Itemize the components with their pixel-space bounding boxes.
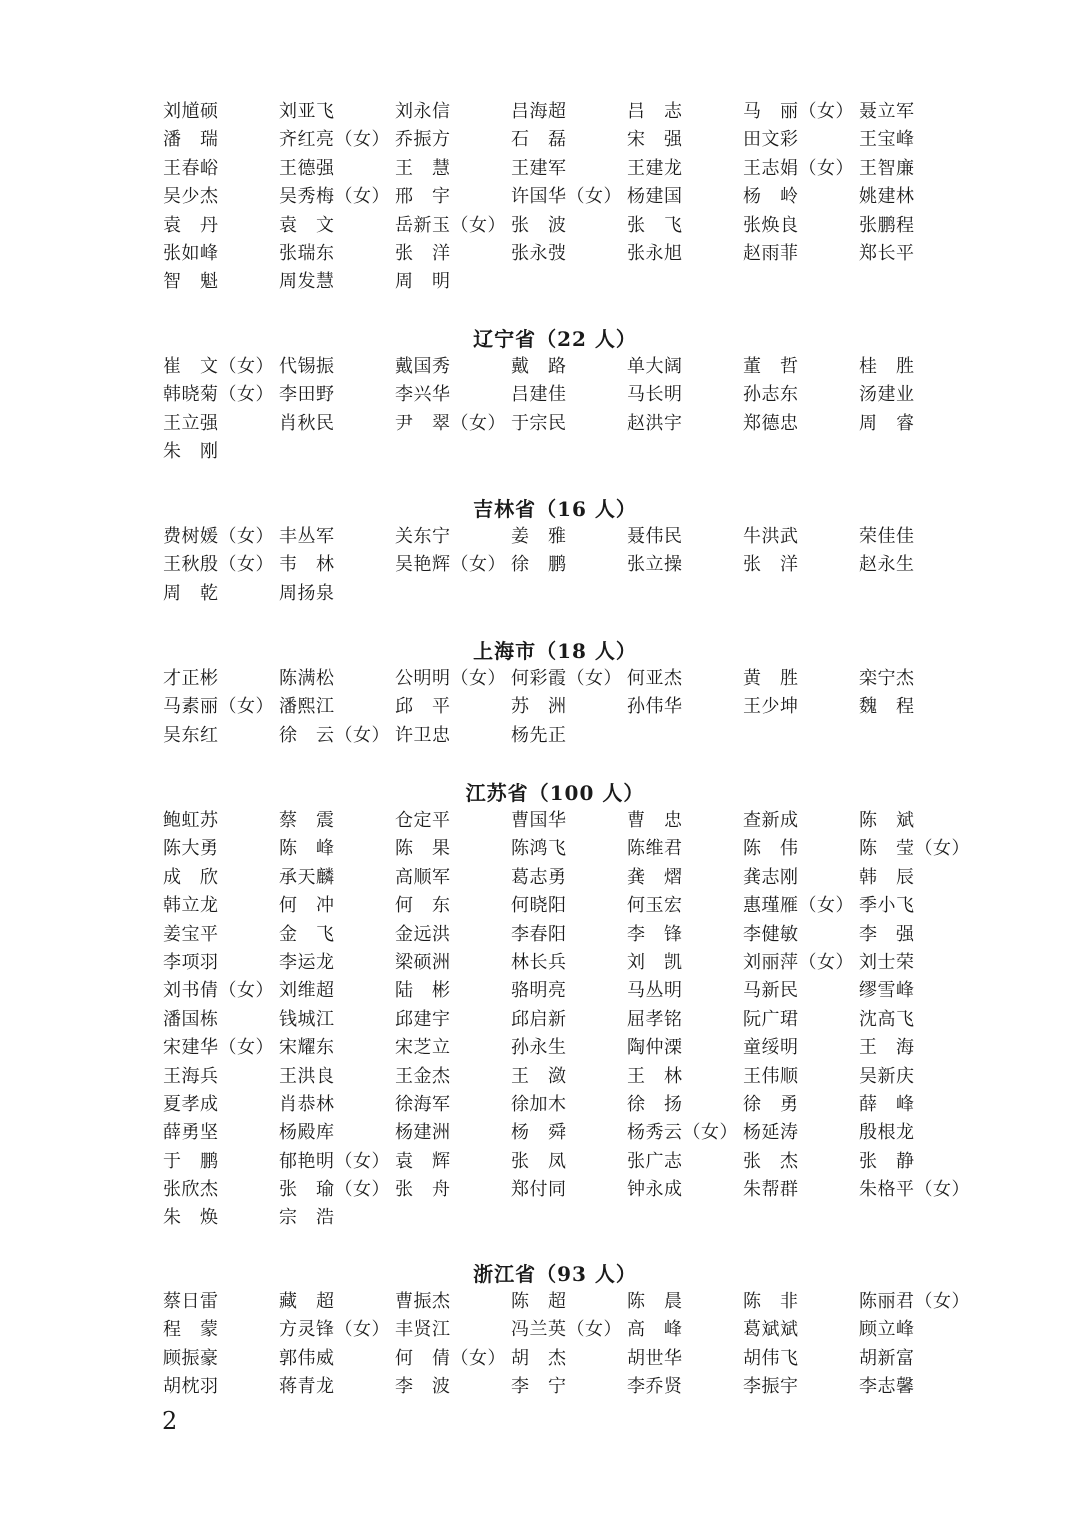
name-entry: 魏 程 xyxy=(859,696,915,718)
name-entry: 杨 岭 xyxy=(743,186,799,208)
name-entry: 王秋殷（女） xyxy=(163,554,274,576)
name-entry: 张瑞东 xyxy=(279,242,335,264)
name-entry: 胡伟飞 xyxy=(743,1347,799,1369)
section-title-zhejiang: 浙江省（93 人） xyxy=(473,1262,637,1286)
name-entry: 孙伟华 xyxy=(627,696,683,718)
name-entry: 刘维超 xyxy=(279,980,335,1002)
name-entry: 周 乾 xyxy=(163,582,219,604)
name-entry: 郑德忠 xyxy=(743,412,799,434)
name-entry: 邱建宇 xyxy=(395,1008,451,1030)
name-entry: 陈 果 xyxy=(395,838,451,860)
name-entry: 刘馗硕 xyxy=(163,101,219,122)
name-entry: 张 凤 xyxy=(511,1150,567,1172)
name-entry: 袁 辉 xyxy=(395,1150,451,1172)
name-list-jiangsu xyxy=(163,807,983,1233)
name-entry: 韩 辰 xyxy=(859,866,915,888)
name-entry: 桂 胜 xyxy=(859,356,915,377)
name-entry: 牛洪武 xyxy=(743,526,799,547)
name-entry: 崔 文（女） xyxy=(163,356,274,377)
name-entry: 缪雪峰 xyxy=(859,980,915,1002)
name-entry: 曹 忠 xyxy=(627,810,683,831)
name-entry: 何 东 xyxy=(395,895,451,917)
name-entry: 陈 伟 xyxy=(743,838,799,860)
name-entry: 尹 翠（女） xyxy=(395,412,506,434)
name-entry: 吴艳辉（女） xyxy=(395,554,506,576)
name-entry: 葛志勇 xyxy=(511,866,567,888)
name-entry: 王金杰 xyxy=(395,1065,451,1087)
name-entry: 李振宇 xyxy=(743,1376,799,1398)
name-entry: 王德强 xyxy=(279,157,335,179)
name-entry: 承天麟 xyxy=(279,866,335,888)
name-entry: 董 哲 xyxy=(743,356,799,377)
name-entry: 李 宁 xyxy=(511,1376,567,1398)
name-entry: 周扬泉 xyxy=(279,582,335,604)
name-entry: 王志娟（女） xyxy=(743,157,854,179)
name-entry: 王宝峰 xyxy=(859,129,915,151)
name-entry: 方灵锋（女） xyxy=(279,1319,390,1341)
name-entry: 张立操 xyxy=(627,554,683,576)
name-entry: 戴 路 xyxy=(511,356,567,377)
name-entry: 蔡 震 xyxy=(279,810,335,831)
page-number: 2 xyxy=(162,1407,178,1435)
name-entry: 童绥明 xyxy=(743,1037,799,1059)
name-entry: 王建军 xyxy=(511,157,567,179)
name-entry: 赵雨菲 xyxy=(743,242,799,264)
name-entry: 智 魁 xyxy=(163,271,219,293)
name-entry: 陈 斌 xyxy=(859,810,915,831)
name-entry: 陈 超 xyxy=(511,1291,567,1312)
name-entry: 仓定平 xyxy=(395,810,451,831)
name-entry: 钱城江 xyxy=(279,1008,335,1030)
name-entry: 杨 舜 xyxy=(511,1122,567,1144)
name-entry: 周 明 xyxy=(395,271,451,293)
name-entry: 胡新富 xyxy=(859,1347,915,1369)
name-entry: 陶仲溧 xyxy=(627,1037,683,1059)
name-entry: 周发慧 xyxy=(279,271,335,293)
name-entry: 田文彩 xyxy=(743,129,799,151)
name-list-zhejiang xyxy=(163,1288,983,1402)
name-entry: 李健敏 xyxy=(743,923,799,945)
name-list-liaoning xyxy=(163,353,983,467)
name-entry: 岳新玉（女） xyxy=(395,214,506,236)
name-entry: 朱 焕 xyxy=(163,1207,219,1229)
name-entry: 王 海 xyxy=(859,1037,915,1059)
name-entry: 龚 熠 xyxy=(627,866,683,888)
name-entry: 石 磊 xyxy=(511,129,567,151)
name-entry: 姚建林 xyxy=(859,186,915,208)
name-entry: 聂伟民 xyxy=(627,526,683,547)
name-entry: 李 波 xyxy=(395,1376,451,1398)
name-entry: 夏孝成 xyxy=(163,1093,219,1115)
name-entry: 潘国栋 xyxy=(163,1008,219,1030)
name-entry: 何晓阳 xyxy=(511,895,567,917)
name-entry: 吴秀梅（女） xyxy=(279,186,390,208)
name-entry: 陈大勇 xyxy=(163,838,219,860)
name-entry: 姜宝平 xyxy=(163,923,219,945)
name-entry: 陈满松 xyxy=(279,668,335,689)
name-entry: 藏 超 xyxy=(279,1291,335,1312)
name-entry: 马素丽（女） xyxy=(163,696,274,718)
name-entry: 李田野 xyxy=(279,384,335,406)
name-entry: 吕建佳 xyxy=(511,384,567,406)
name-entry: 陈 非 xyxy=(743,1291,799,1312)
name-entry: 顾振豪 xyxy=(163,1347,219,1369)
name-entry: 姜 雅 xyxy=(511,526,567,547)
name-entry: 郑付同 xyxy=(511,1179,567,1201)
name-entry: 查新成 xyxy=(743,810,799,831)
name-entry: 何玉宏 xyxy=(627,895,683,917)
name-entry: 孙永生 xyxy=(511,1037,567,1059)
name-entry: 张广志 xyxy=(627,1150,683,1172)
name-list-jilin xyxy=(163,523,983,608)
name-entry: 宋耀东 xyxy=(279,1037,335,1059)
name-entry: 赵永生 xyxy=(859,554,915,576)
name-entry: 宋建华（女） xyxy=(163,1037,274,1059)
name-entry: 徐海军 xyxy=(395,1093,451,1115)
name-entry: 张焕良 xyxy=(743,214,799,236)
section-title-jilin: 吉林省（16 人） xyxy=(473,497,637,521)
name-entry: 张欣杰 xyxy=(163,1179,219,1201)
name-entry: 单大阔 xyxy=(627,356,683,377)
name-entry: 才正彬 xyxy=(163,668,219,689)
name-entry: 张鹏程 xyxy=(859,214,915,236)
name-entry: 李乔贤 xyxy=(627,1376,683,1398)
name-entry: 费树媛（女） xyxy=(163,526,274,547)
name-list-shanghai xyxy=(163,665,983,750)
name-entry: 张 洋 xyxy=(743,554,799,576)
name-entry: 刘丽萍（女） xyxy=(743,951,854,973)
name-entry: 屈孝铭 xyxy=(627,1008,683,1030)
name-entry: 宗 浩 xyxy=(279,1207,335,1229)
name-entry: 陈 峰 xyxy=(279,838,335,860)
name-entry: 王海兵 xyxy=(163,1065,219,1087)
name-entry: 胡 杰 xyxy=(511,1347,567,1369)
name-entry: 宋 强 xyxy=(627,129,683,151)
name-entry: 乔振方 xyxy=(395,129,451,151)
name-entry: 邱 平 xyxy=(395,696,451,718)
name-entry: 李项羽 xyxy=(163,951,219,973)
name-entry: 韩立龙 xyxy=(163,895,219,917)
name-entry: 张永旭 xyxy=(627,242,683,264)
name-entry: 宋芝立 xyxy=(395,1037,451,1059)
name-entry: 张永弢 xyxy=(511,242,567,264)
name-entry: 朱格平（女） xyxy=(859,1179,970,1201)
name-entry: 徐 扬 xyxy=(627,1093,683,1115)
name-entry: 杨延涛 xyxy=(743,1122,799,1144)
name-entry: 荣佳佳 xyxy=(859,526,915,547)
name-entry: 张 飞 xyxy=(627,214,683,236)
name-entry: 杨建洲 xyxy=(395,1122,451,1144)
name-entry: 王少坤 xyxy=(743,696,799,718)
name-entry: 陈丽君（女） xyxy=(859,1291,970,1312)
name-entry: 潘熙江 xyxy=(279,696,335,718)
name-entry: 马长明 xyxy=(627,384,683,406)
name-entry: 吕 志 xyxy=(627,101,683,122)
name-entry: 王春峪 xyxy=(163,157,219,179)
name-entry: 鲍虹苏 xyxy=(163,810,219,831)
name-entry: 张 波 xyxy=(511,214,567,236)
name-entry: 冯兰英（女） xyxy=(511,1319,622,1341)
name-entry: 郭伟威 xyxy=(279,1347,335,1369)
name-entry: 丰丛军 xyxy=(279,526,335,547)
name-entry: 徐加木 xyxy=(511,1093,567,1115)
name-entry: 刘亚飞 xyxy=(279,101,335,122)
name-entry: 戴国秀 xyxy=(395,356,451,377)
name-entry: 薛勇坚 xyxy=(163,1122,219,1144)
name-entry: 成 欣 xyxy=(163,866,219,888)
name-entry: 顾立峰 xyxy=(859,1319,915,1341)
name-entry: 王 林 xyxy=(627,1065,683,1087)
name-entry: 聂立军 xyxy=(859,101,915,122)
name-entry: 薛 峰 xyxy=(859,1093,915,1115)
name-entry: 邢 宇 xyxy=(395,186,451,208)
name-entry: 季小飞 xyxy=(859,895,915,917)
name-entry: 马 丽（女） xyxy=(743,101,854,122)
name-entry: 陈维君 xyxy=(627,838,683,860)
name-entry: 林长兵 xyxy=(511,951,567,973)
name-entry: 刘 凯 xyxy=(627,951,683,973)
name-entry: 徐 勇 xyxy=(743,1093,799,1115)
name-entry: 龚志刚 xyxy=(743,866,799,888)
name-entry: 肖秋民 xyxy=(279,412,335,434)
name-entry: 金远洪 xyxy=(395,923,451,945)
name-entry: 陈 晨 xyxy=(627,1291,683,1312)
name-entry: 李春阳 xyxy=(511,923,567,945)
name-entry: 代锡振 xyxy=(279,356,335,377)
name-entry: 何 倩（女） xyxy=(395,1347,506,1369)
name-entry: 关东宁 xyxy=(395,526,451,547)
name-entry: 于宗民 xyxy=(511,412,567,434)
name-entry: 朱帮群 xyxy=(743,1179,799,1201)
name-entry: 惠瑾雁（女） xyxy=(743,895,854,917)
name-entry: 朱 刚 xyxy=(163,441,219,463)
name-entry: 吕海超 xyxy=(511,101,567,122)
name-entry: 许卫忠 xyxy=(395,724,451,746)
name-entry: 梁硕洲 xyxy=(395,951,451,973)
name-entry: 蔡日雷 xyxy=(163,1291,219,1312)
name-entry: 李志馨 xyxy=(859,1376,915,1398)
name-entry: 黄 胜 xyxy=(743,668,799,689)
name-entry: 苏 洲 xyxy=(511,696,567,718)
name-entry: 金 飞 xyxy=(279,923,335,945)
name-entry: 高顺军 xyxy=(395,866,451,888)
name-entry: 王立强 xyxy=(163,412,219,434)
name-entry: 骆明亮 xyxy=(511,980,567,1002)
name-entry: 葛斌斌 xyxy=(743,1319,799,1341)
name-entry: 马新民 xyxy=(743,980,799,1002)
name-entry: 栾宁杰 xyxy=(859,668,915,689)
section-title-liaoning: 辽宁省（22 人） xyxy=(473,327,637,351)
name-entry: 汤建业 xyxy=(859,384,915,406)
name-entry: 张 瑜（女） xyxy=(279,1179,390,1201)
name-entry: 李兴华 xyxy=(395,384,451,406)
name-entry: 公明明（女） xyxy=(395,668,506,689)
name-entry: 邱启新 xyxy=(511,1008,567,1030)
name-entry: 于 鹏 xyxy=(163,1150,219,1172)
name-entry: 王伟顺 xyxy=(743,1065,799,1087)
name-entry: 阮广珺 xyxy=(743,1008,799,1030)
name-entry: 袁 文 xyxy=(279,214,335,236)
name-entry: 胡枕羽 xyxy=(163,1376,219,1398)
name-entry: 胡世华 xyxy=(627,1347,683,1369)
name-entry: 郑长平 xyxy=(859,242,915,264)
name-entry: 王智廉 xyxy=(859,157,915,179)
name-entry: 钟永成 xyxy=(627,1179,683,1201)
name-entry: 殷根龙 xyxy=(859,1122,915,1144)
name-entry: 杨秀云（女） xyxy=(627,1122,738,1144)
name-entry: 张 洋 xyxy=(395,242,451,264)
name-entry: 许国华（女） xyxy=(511,186,622,208)
name-entry: 陈鸿飞 xyxy=(511,838,567,860)
name-entry: 吴新庆 xyxy=(859,1065,915,1087)
name-entry: 王建龙 xyxy=(627,157,683,179)
name-entry: 潘 瑞 xyxy=(163,129,219,151)
name-entry: 张 静 xyxy=(859,1150,915,1172)
name-entry: 马丛明 xyxy=(627,980,683,1002)
name-entry: 陈 莹（女） xyxy=(859,838,970,860)
name-entry: 张 杰 xyxy=(743,1150,799,1172)
name-entry: 吴少杰 xyxy=(163,186,219,208)
name-entry: 赵洪宇 xyxy=(627,412,683,434)
name-entry: 李 锋 xyxy=(627,923,683,945)
name-entry: 丰贤江 xyxy=(395,1319,451,1341)
name-list-continued xyxy=(163,98,983,297)
name-entry: 何 冲 xyxy=(279,895,335,917)
name-entry: 孙志东 xyxy=(743,384,799,406)
name-entry: 周 睿 xyxy=(859,412,915,434)
name-entry: 刘永信 xyxy=(395,101,451,122)
name-entry: 张 舟 xyxy=(395,1179,451,1201)
name-entry: 李运龙 xyxy=(279,951,335,973)
name-entry: 曹国华 xyxy=(511,810,567,831)
section-title-shanghai: 上海市（18 人） xyxy=(473,639,637,663)
name-entry: 曹振杰 xyxy=(395,1291,451,1312)
name-entry: 杨殿库 xyxy=(279,1122,335,1144)
name-entry: 王洪良 xyxy=(279,1065,335,1087)
name-entry: 刘士荣 xyxy=(859,951,915,973)
name-entry: 肖恭林 xyxy=(279,1093,335,1115)
name-entry: 徐 鹏 xyxy=(511,554,567,576)
name-entry: 韦 林 xyxy=(279,554,335,576)
name-entry: 陆 彬 xyxy=(395,980,451,1002)
name-entry: 杨建国 xyxy=(627,186,683,208)
name-entry: 高 峰 xyxy=(627,1319,683,1341)
name-entry: 何彩霞（女） xyxy=(511,668,622,689)
name-entry: 杨先正 xyxy=(511,724,567,746)
name-entry: 程 蒙 xyxy=(163,1319,219,1341)
name-entry: 王 慧 xyxy=(395,157,451,179)
section-title-jiangsu: 江苏省（100 人） xyxy=(465,781,645,805)
name-entry: 郁艳明（女） xyxy=(279,1150,390,1172)
name-entry: 何亚杰 xyxy=(627,668,683,689)
name-entry: 徐 云（女） xyxy=(279,724,390,746)
name-entry: 齐红亮（女） xyxy=(279,129,390,151)
name-entry: 蒋青龙 xyxy=(279,1376,335,1398)
name-entry: 沈高飞 xyxy=(859,1008,915,1030)
name-entry: 张如峰 xyxy=(163,242,219,264)
name-entry: 刘书倩（女） xyxy=(163,980,274,1002)
name-entry: 吴东红 xyxy=(163,724,219,746)
name-entry: 王 潋 xyxy=(511,1065,567,1087)
name-entry: 韩晓菊（女） xyxy=(163,384,274,406)
name-entry: 袁 丹 xyxy=(163,214,219,236)
name-entry: 李 强 xyxy=(859,923,915,945)
